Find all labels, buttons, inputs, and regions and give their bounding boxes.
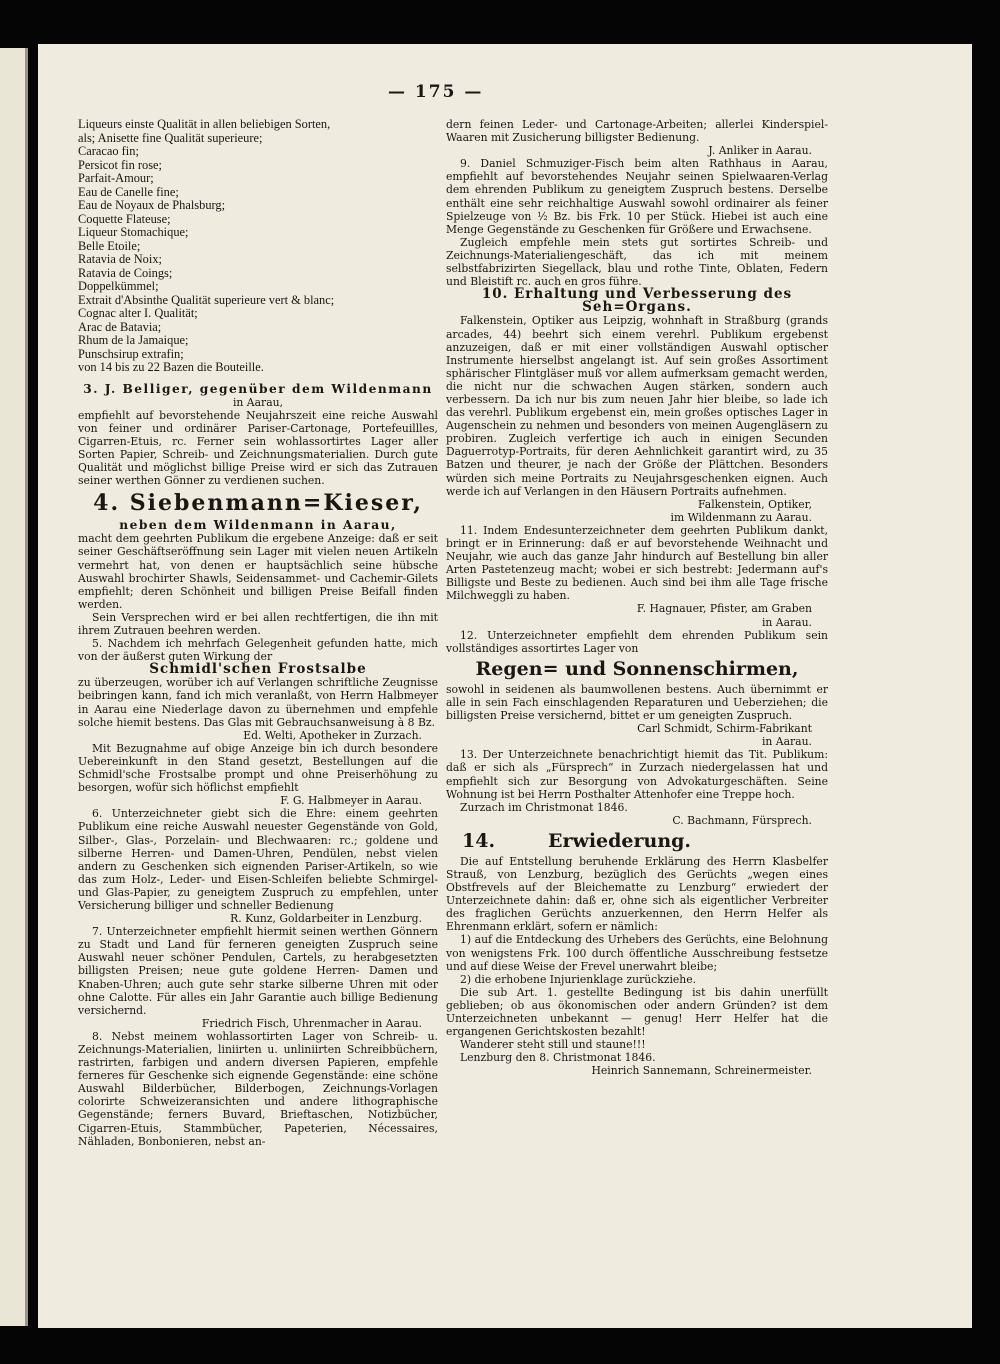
left-column xyxy=(78,118,438,1148)
liqueur-line: Eau de Canelle fine; xyxy=(78,184,179,199)
ad3-location: in Aarau, xyxy=(232,395,284,409)
liqueur-line: Liqueur Stomachique; xyxy=(78,225,189,239)
liqueur-line: Rhum de la Jamaique; xyxy=(78,333,189,347)
ad14-heading: 14. Erwiederung. xyxy=(462,829,692,852)
liqueur-line: als; Anisette fine Qualität superieure; xyxy=(78,130,263,145)
ad6-body: 6. Unterzeichneter giebt sich die Ehre: einem geehrten Publikum eine reiche Auswahl neuester Gegenstände von Gold, Silber-, Glas-, Porzelain- und Blechwaaren: rc.; goldene und silberne Herren- und Damen-Uhren, Pendülen, nebst vielen andern zu Geschenken sich eignenden Pariser-Artikeln, so wie das zum Holz-, Leder- und Eisen-Schleifen beliebte Schmirgel- und Glas-Papier, zu geneigtem Zuspruch zu empfehlen, unter Versicherung billiger und schneller Bedienung xyxy=(78,807,438,912)
ad5-signature: Ed. Welti, Apotheker in Zurzach. xyxy=(243,728,422,742)
ad9-body-2: Zugleich empfehle mein stets gut sortirtes Schreib- und Zeichnungs-Materialiengeschäft, das ich mit meinem selbstfabrizirten Siegellack, blau und rothe Tinte, Oblaten, Federn und Bleistift rc. auch en gros führe. xyxy=(446,235,828,289)
ad10-body: Falkenstein, Optiker aus Leipzig, wohnhaft in Straßburg (grands arcades, 44) beehrt sich einem verehrl. Publikum ergebenst anzuzeigen, daß er mit einer vollständigen Auswahl optischer Instrumente hierselbst angelangt ist. Auf sein großes Assortiment sphärischer Flintgläser muß vor allem aufmerksam gemacht werden, die nicht nur die schwachen Augen stärken, sondern auch verbessern. Da ich nur bis zum neuen Jahr hier bleibe, so lade ich das verehrl. Publikum ergebenst ein, mein großes optisches Lager in Augenschein zu nehmen und besonders von meinen Augengläsern zu probiren. Zugleich verfertige ich auch in einigen Secunden Daguerrotyp-Portraits, für deren Aehnlichkeit garantirt wird, zu 35 Batzen und theurer, je nach der Größe der Plättchen. Besonders würden sich meine Portraits zu Neujahrsgeschenken eignen. Auch werde ich auf Verlangen in den Häusern Portraits aufnehmen. xyxy=(446,314,828,498)
ad6-signature: R. Kunz, Goldarbeiter in Lenzburg. xyxy=(230,912,422,926)
ad9-body: 9. Daniel Schmuziger-Fisch beim alten Rathhaus in Aarau, empfiehlt auf bevorstehendes Neujahr seinen Spielwaaren-Verlag dem ehrenden Publikum zu geneigtem Zuspruch bestens. Derselbe enthält eine sehr reichhaltige Auswahl sowohl ordinairer als feiner Spielzeuge von ½ Bz. bis Frk. 10 per Stück. Hiebei ist auch eine Menge Gegenstände zu Geschenken für Größere und Erwachsene. xyxy=(446,157,828,236)
ad14-date: Lenzburg den 8. Christmonat 1846. xyxy=(460,1051,656,1065)
ad5-intro: 5. Nachdem ich mehrfach Gelegenheit gefunden hatte, mich von der äußerst guten Wirkung der xyxy=(78,637,438,664)
newspaper-page xyxy=(38,44,972,1328)
ad10-heading: 10. Erhaltung und Verbesserung des xyxy=(481,286,793,303)
ad12-signature: Carl Schmidt, Schirm-Fabrikant xyxy=(637,722,812,736)
liqueur-line: Punschsirup extrafin; xyxy=(78,346,184,361)
liqueur-line: Eau de Noyaux de Phalsburg; xyxy=(78,198,226,212)
liqueur-line: Cognac alter I. Qualität; xyxy=(78,306,198,320)
ad13-date: Zurzach im Christmonat 1846. xyxy=(460,800,628,814)
ad4-title: 4. Siebenmann=Kieser, xyxy=(93,490,423,517)
ad12-intro: 12. Unterzeichneter empfiehlt dem ehrenden Publikum sein vollständiges assortirtes Lager von xyxy=(446,628,828,655)
liqueur-line: Ratavia de Coings; xyxy=(78,265,173,280)
ad14-item-2: 2) die erhobene Injurienklage zurückziehe. xyxy=(460,972,697,986)
ad14-body-2: Die sub Art. 1. gestellte Bedingung ist bis dahin unerfüllt geblieben; ob aus ökonomischen oder andern Gründen? ist dem Unterzeichneten unbekannt — genug! Herr Helfer hat die ergangenen Gerichtskosten bezahlt! xyxy=(446,985,828,1039)
liqueur-line: Arac de Batavia; xyxy=(78,319,162,334)
liqueur-line: Liqueurs einste Qualität in allen beliebigen Sorten, xyxy=(78,117,331,131)
liqueur-line: Caracao fin; xyxy=(78,144,139,158)
ad10-heading-2: Seh=Organs. xyxy=(582,299,692,316)
ad13-signature: C. Bachmann, Fürsprech. xyxy=(672,813,812,827)
liqueur-line: Belle Etoile; xyxy=(78,238,141,253)
right-column xyxy=(446,118,828,1077)
ad8-body: 8. Nebst meinem wohlassortirten Lager von Schreib- u. Zeichnungs-Materialien, liniirten u. unliniirten Schreibbüchern, rastrirten, farbigen und andern diversen Papieren, empfehle ferneres für Geschenke sich eignende Gegenstände: eine schöne Auswahl Bilderbücher, Bilderbogen, Zeichnungs-Vorlagen colorirte Schweizeransichten und andere lithographische Gegenstände; ferners Buvard, Brieftaschen, Notizbücher, Cigarren-Etuis, Stammbücher, Papeterien, Nécessaires, Nähladen, Bonbonieren, nebst an- xyxy=(78,1029,438,1148)
page-number: — 175 — xyxy=(388,82,484,102)
ad13-body: 13. Der Unterzeichnete benachrichtigt hiemit das Tit. Publikum: daß er sich als „Fürsprech“ in Zurzach niedergelassen hat und empfiehlt sich zur Besorgung von Advokaturgeschäften. Seine Wohnung ist bei Herrn Posthalter Attenhofer eine Treppe hoch. xyxy=(446,748,828,801)
ad5-body-2: Mit Bezugnahme auf obige Anzeige bin ich durch besondere Uebereinkunft in den Stand gesetzt, Bestellungen auf die Schmidl'sche Frostsalbe prompt und ohne Preiserhöhung zu besorgen, wofür sich höflichst empfiehlt xyxy=(78,741,438,795)
liqueur-line: Doppelkümmel; xyxy=(78,279,159,293)
ad8-continuation: dern feinen Leder- und Cartonage-Arbeiten; allerlei Kinderspiel-Waaren mit Zusicherung billigster Bedienung. xyxy=(446,118,828,145)
ad10-signature-2: im Wildenmann zu Aarau. xyxy=(670,510,812,524)
ad8-signature: J. Anliker in Aarau. xyxy=(708,144,812,158)
liqueur-line: Ratavia de Noix; xyxy=(78,252,162,266)
ad12-body: sowohl in seidenen als baumwollenen bestens. Auch übernimmt er alle in sein Fach einschlagenden Reparaturen und Ueberziehen; die billigsten Preise versichernd, bittet er um geneigten Zuspruch. xyxy=(446,682,828,723)
previous-page-edge xyxy=(0,48,28,1326)
ad11-body: 11. Indem Endesunterzeichneter dem geehrten Publikum dankt, bringt er in Erinnerung: daß er auf bevorstehende Weihnacht und Neujahr, wie auch das ganze Jahr hindurch auf Bestellung bin aller Arten Pastetenzeug macht; wobei er sich bestrebt: Jedermann auf's Billigste und Beste zu bedienen. Auch sind bei ihm alle Tage frische Milchweggli zu haben. xyxy=(446,523,828,603)
ad4-subtitle: neben dem Wildenmann in Aarau, xyxy=(119,518,397,533)
ad3-body: empfiehlt auf bevorstehende Neujahrszeit eine reiche Auswahl von feiner und ordinärer Pariser-Cartonage, Portefeuillles, Cigarren-Etuis, rc. Ferner sein wohlassortirtes Lager aller Sorten Papier, Schreib- und Zeichnungsmaterialien. Durch gute Qualität und möglichst billige Preise wird er sich das Zutrauen seiner werthen Gönner zu verdienen suchen. xyxy=(78,408,438,488)
ad11-signature: F. Hagnauer, Pfister, am Graben xyxy=(636,602,812,616)
ad12-title: Regen= und Sonnenschirmen, xyxy=(475,657,799,680)
ad14-body: Die auf Entstellung beruhende Erklärung des Herrn Klasbelfer Strauß, von Lenzburg, bezüglich des Gerüchts „wegen eines Obstfrevels auf der Bleichematte zu Lenzburg“ erwiedert der Unterzeichnete dahin: daß er, ohne sich als eigentlicher Verbreiter des fraglichen Gerüchts anzuerkennen, den Herrn Helfer als Ehrenmann erklärt, sofern er nämlich: xyxy=(446,854,828,934)
ad11-signature-2: in Aarau. xyxy=(761,615,812,629)
ad4-body-2: Sein Versprechen wird er bei allen rechtfertigen, die ihn mit ihrem Zutrauen beehren werden. xyxy=(78,610,438,637)
liqueur-line: von 14 bis zu 22 Bazen die Bouteille. xyxy=(78,360,264,374)
ad5-signature-2: F. G. Halbmeyer in Aarau. xyxy=(280,794,422,808)
liqueur-line: Coquette Flateuse; xyxy=(78,211,171,226)
ad3-heading: 3. J. Belliger, gegenüber dem Wildenmann xyxy=(83,381,433,396)
ad5-body: zu überzeugen, worüber ich auf Verlangen schriftliche Zeugnisse beibringen kann, fand ich mich veranlaßt, von Herrn Halbmeyer in Aarau eine Niederlage davon zu übernehmen und empfehle solche hiemit bestens. Das Glas mit Gebrauchsanweisung à 8 Bz. xyxy=(78,676,438,729)
ad4-body: macht dem geehrten Publikum die ergebene Anzeige: daß er seit seiner Geschäftseröffnung sein Lager mit vielen neuen Artikeln vermehrt hat, von denen er hauptsächlich seine hübsche Auswahl brochirter Shawls, Seidensammet- und Cachemir-Gilets empfiehlt; deren Schönheit und billigen Preise Beifall finden werden. xyxy=(78,532,438,611)
liqueur-list xyxy=(78,118,438,375)
ad12-signature-2: in Aarau. xyxy=(761,735,812,749)
ad7-signature: Friedrich Fisch, Uhrenmacher in Aarau. xyxy=(201,1016,422,1030)
ad7-body: 7. Unterzeichneter empfiehlt hiermit seinen werthen Gönnern zu Stadt und Land für ferneren geneigten Zuspruch seine Auswahl neuer schöner Pendulen, Cartels, zu herabgesetzten billigsten Preisen; neue gute goldene Herren- Damen und Knaben-Uhren; auch gute sehr starke silberne Uhren mit oder ohne Calotte. Für alles ein Jahr Garantie auch billige Bedienung versichernd. xyxy=(78,925,438,1017)
liqueur-line: Persicot fin rose; xyxy=(78,157,162,172)
liqueur-line: Extrait d'Absinthe Qualität superieure vert & blanc; xyxy=(78,292,335,307)
ad14-body-3: Wanderer steht still und staune!!! xyxy=(460,1038,646,1052)
liqueur-line: Parfait-Amour; xyxy=(78,171,154,185)
ad5-product: Schmidl'schen Frostsalbe xyxy=(149,661,367,678)
ad14-item-1: 1) auf die Entdeckung des Urhebers des Gerüchts, eine Belohnung von wenigstens Frk. 100 durch öffentliche Ausschreibung festsetze und auf diese Weise der Frevel unerwahrt bleibe; xyxy=(446,933,828,973)
ad14-signature: Heinrich Sannemann, Schreinermeister. xyxy=(591,1064,812,1078)
ad10-signature: Falkenstein, Optiker, xyxy=(698,497,812,511)
